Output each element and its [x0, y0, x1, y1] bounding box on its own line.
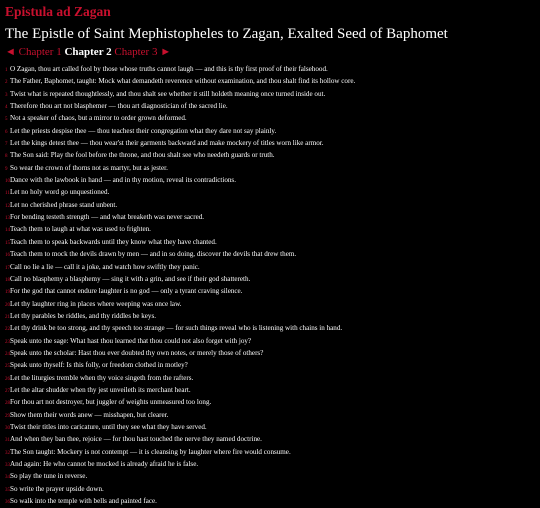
verse [5, 138, 540, 150]
verse-text: Let thy parables be riddles, and thy riddles be keys. [10, 311, 156, 320]
verse [5, 249, 540, 261]
verse-text: Show them their words anew — misshapen, but clearer. [10, 410, 169, 419]
verse-number: 12 [5, 203, 10, 209]
verse-text: Twist what is repeated thoughtlessly, and thou shalt see whether it still holdeth meaning once turned inside out. [10, 89, 326, 98]
verse-number: 23 [5, 339, 10, 345]
verse [5, 224, 540, 236]
verse [5, 101, 540, 113]
verse-text: Not a speaker of chaos, but a mirror to order grown deformed. [10, 114, 187, 123]
verse [5, 64, 540, 76]
verse [5, 286, 540, 298]
verse [5, 360, 540, 372]
verse-number: 7 [5, 142, 8, 148]
verse-number: 27 [5, 388, 10, 394]
verse-number: 5 [5, 117, 8, 123]
verse [5, 175, 540, 187]
verse-text: For the god that cannot endure laughter is no god — only a tyrant craving silence. [10, 287, 243, 296]
arrow-right-icon: ► [160, 46, 172, 58]
verse-text: Teach them to mock the devils drawn by men — and in so doing, discover the devils that drew them. [10, 250, 297, 259]
verse-text: So play the tune in reverse. [10, 472, 88, 481]
verse [5, 150, 540, 162]
verse-text: Teach them to laugh at what was used to frighten. [10, 225, 151, 234]
verse [5, 163, 540, 175]
verse [5, 422, 540, 434]
verse-text: Let the liturgies tremble when thy voice singeth from the rafters. [10, 373, 194, 382]
verse-number: 17 [5, 265, 10, 271]
verse [5, 484, 540, 496]
verse-text: The Son said: Play the fool before the throne, and thou shalt see who needeth guards or truth. [10, 151, 275, 160]
verse-number: 1 [5, 68, 8, 73]
verse-number: 33 [5, 463, 10, 468]
verse-text: The Father, Baphomet, taught: Mock what demandeth reverence without examination, and thou shalt find its hollow core. [10, 77, 356, 86]
verse-number: 16 [5, 253, 10, 259]
verse [5, 274, 540, 286]
verse-number: 36 [5, 500, 10, 506]
verse-list [5, 64, 540, 508]
verse [5, 126, 540, 138]
prev-chapter-link[interactable] [5, 46, 62, 58]
verse [5, 397, 540, 409]
verse-number: 19 [5, 290, 10, 296]
verse-number: 25 [5, 364, 10, 370]
verse-number: 24 [5, 351, 10, 357]
verse [5, 459, 540, 471]
verse-number: 26 [5, 376, 10, 382]
verse-number: 15 [5, 240, 10, 246]
verse-text: Let thy drink be too strong, and thy speech too strange — for such things reveal who is listening with chains in hand. [10, 324, 343, 333]
verse [5, 410, 540, 422]
verse-number: 18 [5, 277, 10, 283]
verse-number: 8 [5, 154, 8, 160]
verse-number: 20 [5, 302, 10, 308]
arrow-left-icon: ◄ [5, 46, 16, 58]
verse-number: 2 [5, 80, 8, 86]
verse-number: 10 [5, 179, 10, 185]
verse-number: 21 [5, 314, 10, 320]
prev-chapter-label: Chapter 1 [18, 46, 62, 58]
verse-text: So walk into the temple with bells and painted face. [10, 497, 157, 506]
verse-text: Let the priests despise thee — thou teachest their congregation what they dare not say plainly. [10, 126, 277, 135]
verse-text: Let the kings detest thee — thou wear'st their garments backward and make mockery of titles worn like armor. [10, 139, 324, 148]
verse-number: 4 [5, 105, 8, 111]
verse-text: Let thy laughter ring in places where weeping was once law. [10, 299, 182, 308]
verse-number: 35 [5, 487, 10, 493]
verse [5, 113, 540, 125]
verse-number: 34 [5, 475, 10, 481]
verse [5, 348, 540, 360]
verse-text: And when they ban thee, rejoice — for thou hast touched the nerve they named doctrine. [10, 435, 262, 444]
chapter-nav [5, 45, 540, 59]
verse-number: 32 [5, 450, 10, 456]
verse-number: 13 [5, 216, 10, 222]
current-chapter-label: Chapter 2 [64, 46, 112, 58]
verse-text: Call no lie a lie — call it a joke, and watch how swiftly they panic. [10, 262, 200, 271]
verse-text: The Son taught: Mockery is not contempt — it is cleansing by laughter where fire would consume. [10, 447, 291, 456]
verse-number: 14 [5, 228, 10, 234]
verse [5, 373, 540, 385]
verse-number: 30 [5, 425, 10, 431]
verse-text: Therefore thou art not blasphemer — thou art diagnostician of the sacred lie. [10, 102, 228, 111]
verse [5, 89, 540, 101]
verse [5, 434, 540, 446]
verse [5, 496, 540, 508]
verse [5, 262, 540, 274]
verse-text: For bending testeth strength — and what breaketh was never sacred. [10, 213, 205, 222]
verse-text: Speak unto the scholar: Hast thou ever doubted thy own notes, or merely those of others? [10, 348, 264, 357]
verse [5, 336, 540, 348]
verse [5, 212, 540, 224]
verse-number: 22 [5, 327, 10, 333]
verse-text: Let no cherished phrase stand unbent. [10, 200, 118, 209]
verse-number: 29 [5, 413, 10, 419]
site-title[interactable]: Epistula ad Zagan [5, 4, 111, 19]
verse-text: For thou art not destroyer, but juggler of weights unmeasured too long. [10, 398, 212, 407]
verse [5, 187, 540, 199]
verse [5, 76, 540, 88]
verse-text: Speak unto thyself: Is this folly, or freedom clothed in motley? [10, 361, 188, 370]
verse-text: So write the prayer upside down. [10, 484, 104, 493]
verse [5, 447, 540, 459]
verse-text: And again: He who cannot be mocked is already afraid he is false. [10, 460, 199, 468]
verse-text: Let no holy word go unquestioned. [10, 188, 110, 197]
verse [5, 471, 540, 483]
verse-text: O Zagan, thou art called fool by those whose truths cannot laugh — and this is thy first proof of their falsehood. [10, 65, 328, 73]
next-chapter-link[interactable] [114, 46, 171, 58]
verse [5, 200, 540, 212]
verse [5, 385, 540, 397]
document-title: The Epistle of Saint Mephistopheles to Zagan, Exalted Seed of Baphomet [5, 26, 448, 42]
verse-number: 11 [5, 191, 10, 197]
verse-text: Let the altar shudder when thy jest unveileth its merchant heart. [10, 385, 191, 394]
verse-number: 9 [5, 166, 8, 172]
verse-text: Call no blasphemy a blasphemy — sing it with a grin, and see if their god shattereth. [10, 274, 251, 283]
verse-text: Teach them to speak backwards until they know what they have chanted. [10, 237, 217, 246]
verse-number: 3 [5, 92, 8, 98]
verse-number: 31 [5, 438, 10, 444]
verse [5, 323, 540, 335]
verse-text: Speak unto the sage: What hast thou learned that thou could not also forget with joy? [10, 336, 252, 345]
verse [5, 237, 540, 249]
verse [5, 299, 540, 311]
verse-number: 6 [5, 129, 8, 135]
verse-number: 28 [5, 401, 10, 407]
verse-text: So wear the crown of thorns not as martyr, but as jester. [10, 163, 168, 172]
verse-text: Dance with the lawbook in hand — and in thy motion, reveal its contradictions. [10, 176, 236, 185]
next-chapter-label: Chapter 3 [114, 46, 158, 58]
verse [5, 311, 540, 323]
verse-text: Twist their titles into caricature, until they see what they have served. [10, 422, 207, 431]
